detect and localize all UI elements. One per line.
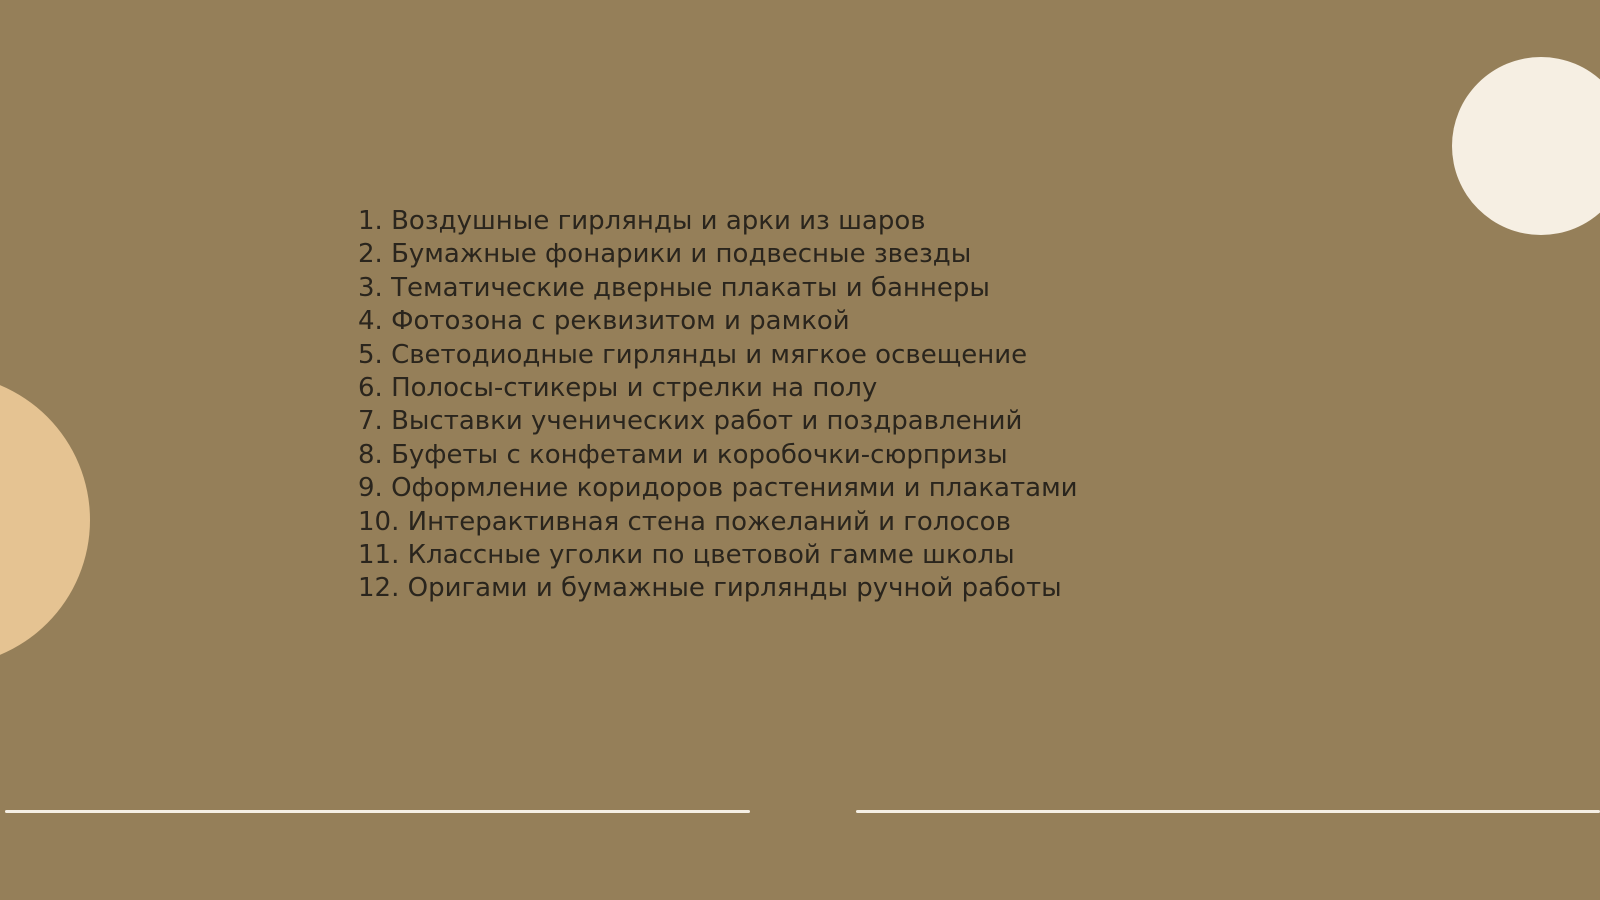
bottom-divider-right: [856, 810, 1600, 813]
list-item: 6. Полосы-стикеры и стрелки на полу: [358, 373, 878, 404]
bottom-divider-left: [5, 810, 750, 813]
list-item: 1. Воздушные гирлянды и арки из шаров: [358, 206, 926, 236]
list-item: 7. Выставки ученических работ и поздравлений: [358, 406, 1023, 437]
list-item: 11. Классные уголки по цветовой гамме школы: [358, 540, 1015, 571]
decorative-circle-left: [0, 374, 90, 666]
decor-ideas-list: [358, 205, 1078, 606]
decorative-circle-right: [1452, 57, 1600, 235]
list-item: 5. Светодиодные гирлянды и мягкое освещение: [358, 339, 1028, 370]
list-item: 3. Тематические дверные плакаты и баннеры: [358, 272, 990, 303]
list-item: 9. Оформление коридоров растениями и плакатами: [358, 473, 1078, 504]
list-item: 12. Оригами и бумажные гирлянды ручной работы: [358, 573, 1062, 604]
list-item: 2. Бумажные фонарики и подвесные звезды: [358, 239, 972, 270]
list-item: 10. Интерактивная стена пожеланий и голосов: [358, 506, 1011, 537]
list-item: 8. Буфеты с конфетами и коробочки-сюрпризы: [358, 439, 1008, 470]
list-item: 4. Фотозона с реквизитом и рамкой: [358, 306, 850, 337]
